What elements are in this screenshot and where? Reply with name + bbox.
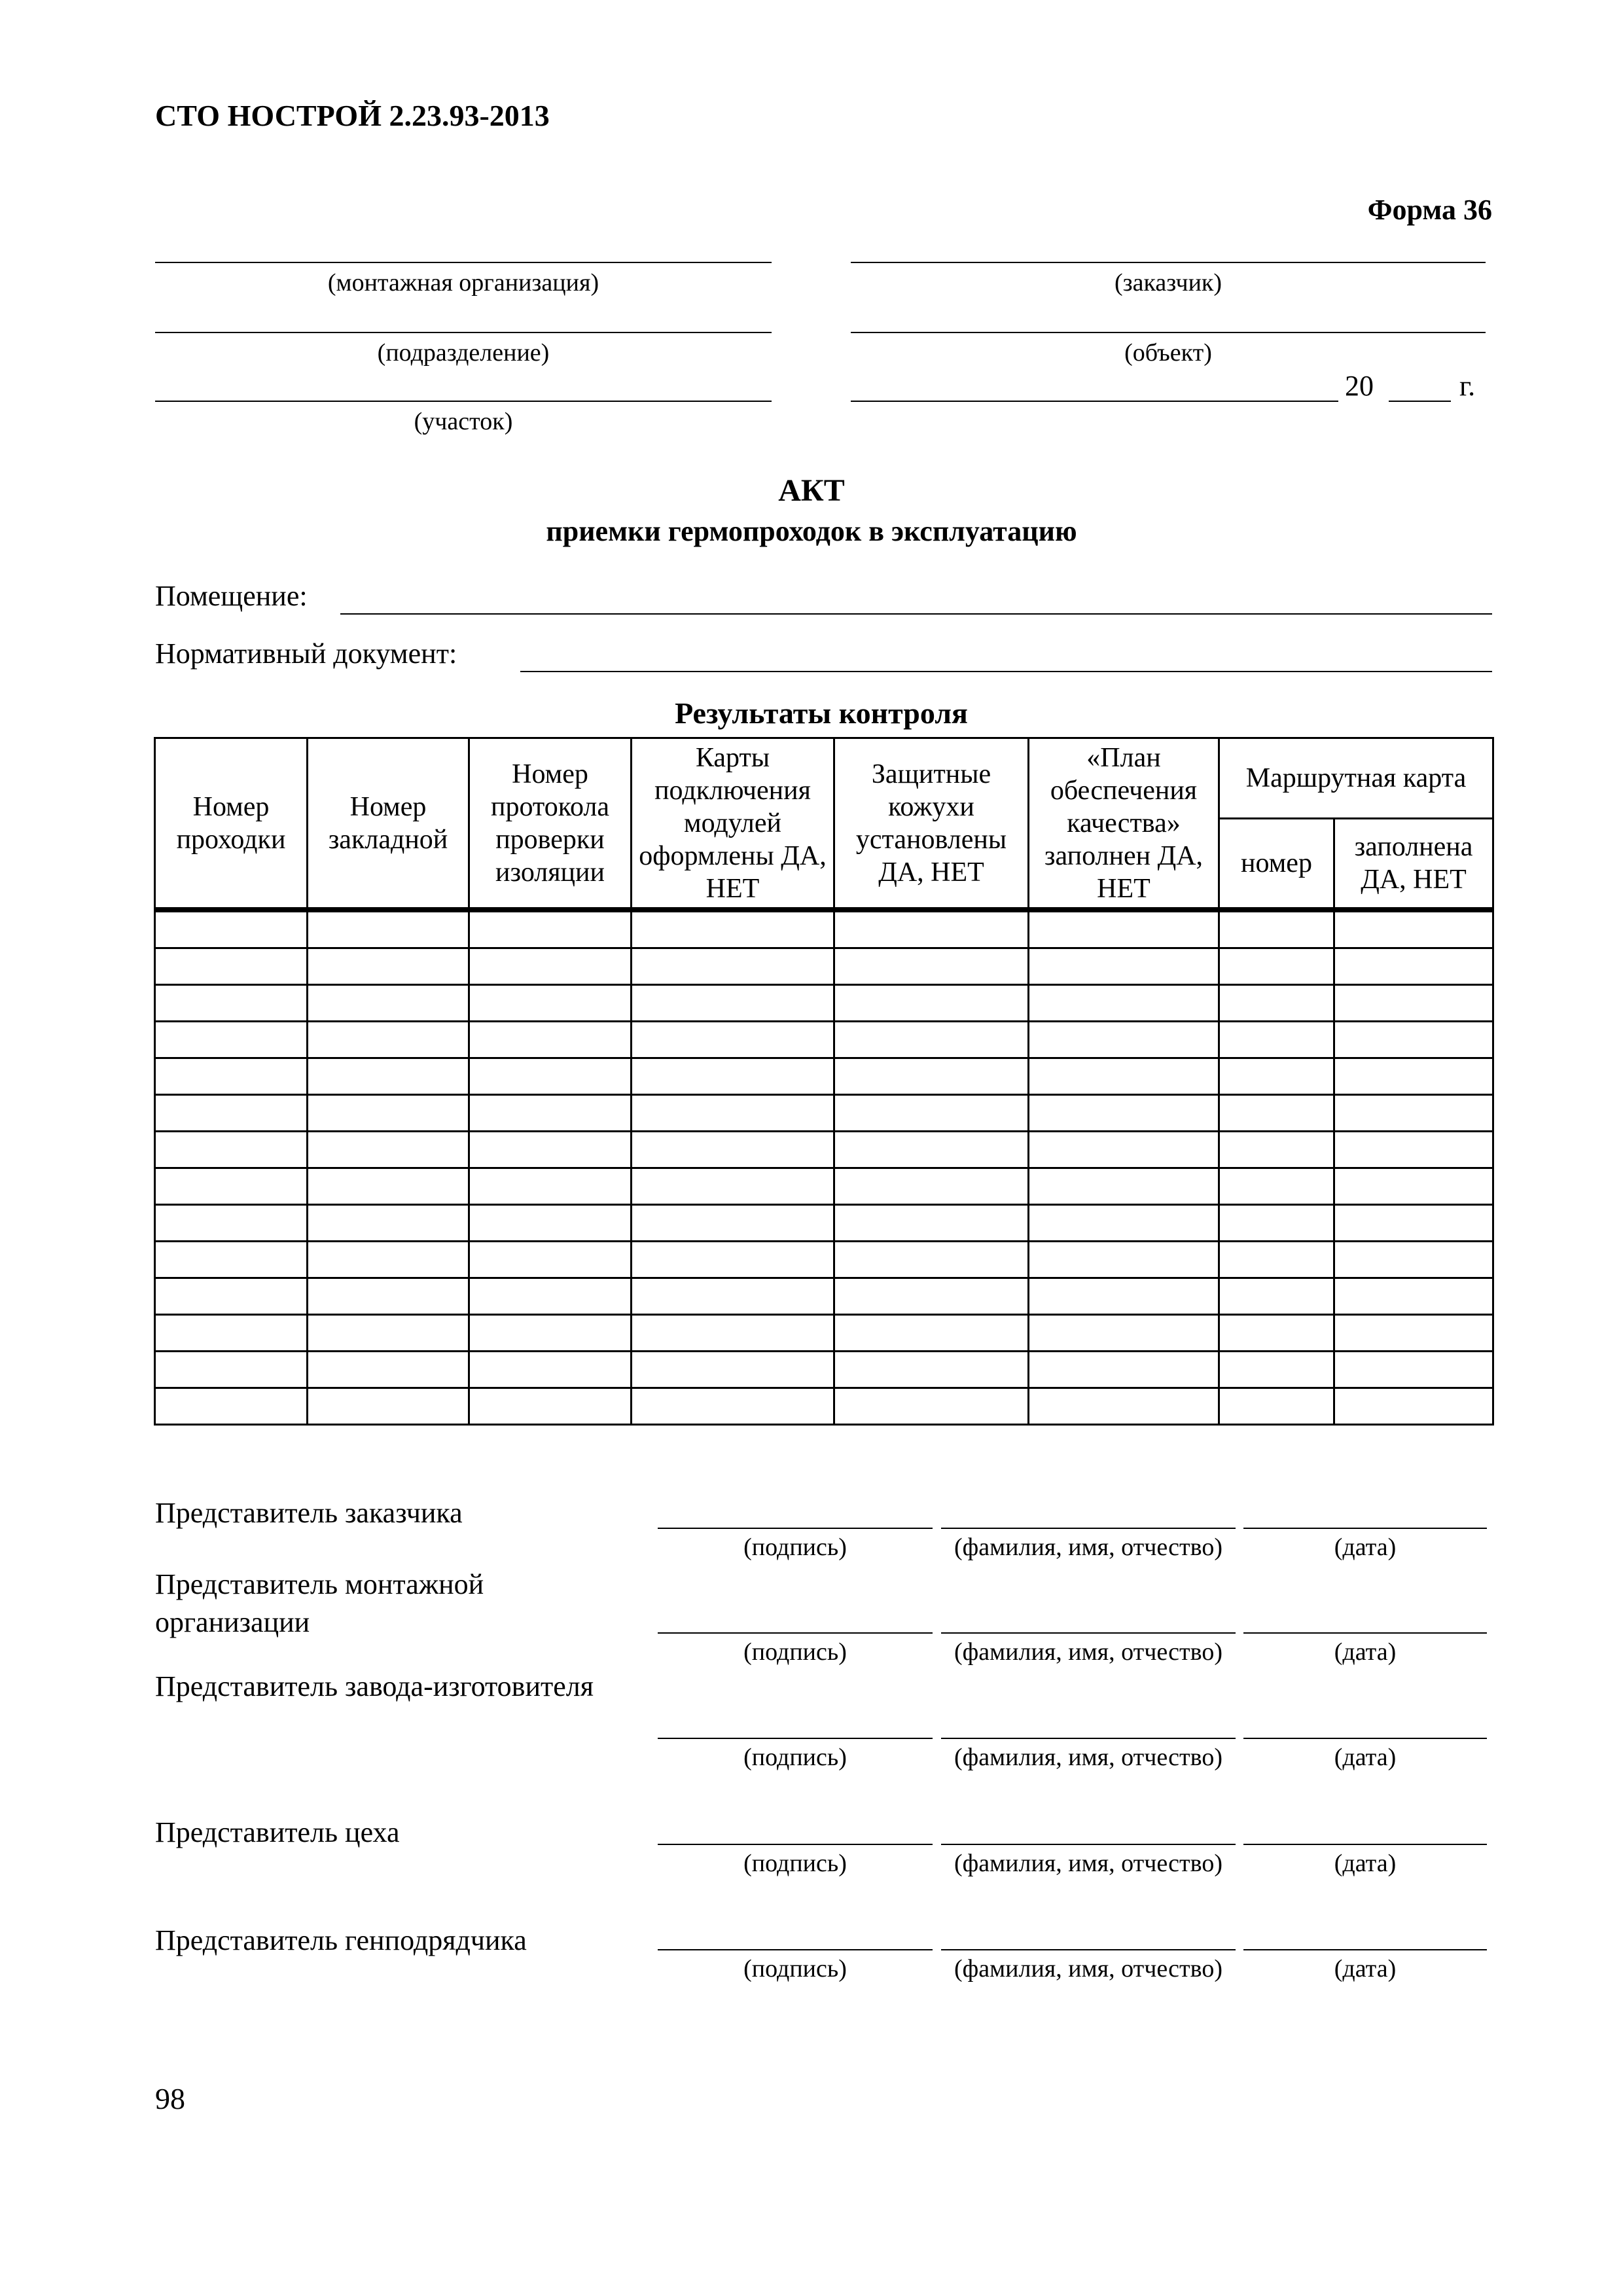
date-caption: (дата) — [1334, 1955, 1397, 1982]
table-cell[interactable] — [1219, 948, 1334, 985]
table-row — [155, 1278, 1493, 1315]
table-cell[interactable] — [308, 1022, 469, 1058]
table-row — [155, 1388, 1493, 1425]
table-cell[interactable] — [1334, 1205, 1493, 1242]
table-cell[interactable] — [155, 985, 308, 1022]
table-cell[interactable] — [1219, 985, 1334, 1022]
table-cell[interactable] — [1219, 1132, 1334, 1168]
signature-line[interactable] — [658, 1528, 933, 1529]
table-cell[interactable] — [1334, 948, 1493, 985]
table-cell[interactable] — [1029, 1315, 1219, 1352]
header-pass-number: Номер проходки — [155, 738, 308, 910]
table-cell[interactable] — [632, 1205, 834, 1242]
table-row — [155, 1058, 1493, 1095]
table-cell[interactable] — [834, 1352, 1029, 1388]
table-cell[interactable] — [834, 1315, 1029, 1352]
header-embed-number: Номер закладной — [308, 738, 469, 910]
table-cell[interactable] — [308, 1058, 469, 1095]
representative-label: Представитель монтажной организации — [155, 1568, 484, 1638]
table-cell[interactable] — [1029, 1132, 1219, 1168]
room-input-line[interactable] — [340, 613, 1492, 615]
table-cell[interactable] — [155, 1205, 308, 1242]
table-cell[interactable] — [632, 1058, 834, 1095]
table-cell[interactable] — [1029, 1388, 1219, 1425]
table-cell[interactable] — [834, 1168, 1029, 1205]
table-cell[interactable] — [469, 1278, 632, 1315]
name-line[interactable] — [941, 1738, 1236, 1739]
table-cell[interactable] — [1334, 1242, 1493, 1278]
table-cell[interactable] — [308, 1352, 469, 1388]
table-cell[interactable] — [1029, 1352, 1219, 1388]
table-cell[interactable] — [469, 1315, 632, 1352]
table-cell[interactable] — [155, 1168, 308, 1205]
table-cell[interactable] — [155, 1242, 308, 1278]
representative-label: Представитель цеха — [155, 1816, 400, 1848]
table-cell[interactable] — [308, 1242, 469, 1278]
table-cell[interactable] — [308, 1388, 469, 1425]
norm-doc-input-line[interactable] — [520, 671, 1492, 672]
table-cell[interactable] — [632, 1022, 834, 1058]
header-module-cards: Карты подключения модулей оформлены ДА, НЕТ — [632, 738, 834, 910]
table-cell[interactable] — [834, 1022, 1029, 1058]
table-cell[interactable] — [308, 1132, 469, 1168]
norm-doc-label: Нормативный документ: — [155, 637, 457, 670]
table-row — [155, 1205, 1493, 1242]
signature-caption: (подпись) — [743, 1955, 847, 1982]
table-cell[interactable] — [632, 1168, 834, 1205]
table-cell[interactable] — [1029, 1095, 1219, 1132]
signature-caption: (подпись) — [743, 1744, 847, 1771]
table-cell[interactable] — [1029, 1205, 1219, 1242]
table-row — [155, 1168, 1493, 1205]
table-cell[interactable] — [632, 1352, 834, 1388]
representative-label: Представитель завода-изготовителя — [155, 1670, 594, 1702]
table-cell[interactable] — [834, 1132, 1029, 1168]
table-cell[interactable] — [469, 910, 632, 948]
signature-line[interactable] — [658, 1844, 933, 1845]
table-cell[interactable] — [155, 1095, 308, 1132]
table-cell[interactable] — [1334, 985, 1493, 1022]
table-cell[interactable] — [308, 1095, 469, 1132]
table-cell[interactable] — [308, 1168, 469, 1205]
table-cell[interactable] — [469, 1388, 632, 1425]
date-year-line[interactable] — [1389, 401, 1451, 402]
header-quality-plan: «План обеспечения качества» заполнен ДА, НЕТ — [1029, 738, 1219, 910]
name-line[interactable] — [941, 1632, 1236, 1634]
object-caption: (объект) — [1124, 339, 1212, 367]
header-route-card: Маршрутная карта — [1219, 738, 1493, 819]
signature-line[interactable] — [658, 1632, 933, 1634]
table-cell[interactable] — [155, 1388, 308, 1425]
table-cell[interactable] — [1334, 1132, 1493, 1168]
table-cell[interactable] — [469, 1132, 632, 1168]
date-year-prefix: 20 — [1345, 370, 1374, 402]
name-caption: (фамилия, имя, отчество) — [954, 1638, 1222, 1666]
table-cell[interactable] — [632, 985, 834, 1022]
signature-line[interactable] — [658, 1949, 933, 1950]
table-cell[interactable] — [1334, 1095, 1493, 1132]
date-line[interactable] — [1243, 1949, 1487, 1950]
table-cell[interactable] — [155, 1315, 308, 1352]
table-cell[interactable] — [632, 910, 834, 948]
table-cell[interactable] — [1334, 1388, 1493, 1425]
table-row — [155, 1022, 1493, 1058]
table-cell[interactable] — [1219, 1388, 1334, 1425]
date-line[interactable] — [1243, 1632, 1487, 1634]
table-cell[interactable] — [469, 1242, 632, 1278]
name-line[interactable] — [941, 1949, 1236, 1950]
subdivision-line[interactable] — [155, 332, 772, 333]
table-cell[interactable] — [155, 1022, 308, 1058]
table-cell[interactable] — [632, 1315, 834, 1352]
representative-label: Представитель генподрядчика — [155, 1924, 527, 1956]
table-cell[interactable] — [632, 948, 834, 985]
table-cell[interactable] — [1029, 1242, 1219, 1278]
table-cell[interactable] — [1334, 910, 1493, 948]
table-cell[interactable] — [1219, 1022, 1334, 1058]
table-cell[interactable] — [1334, 1168, 1493, 1205]
table-cell[interactable] — [834, 1388, 1029, 1425]
table-cell[interactable] — [308, 1315, 469, 1352]
table-cell[interactable] — [155, 1132, 308, 1168]
table-cell[interactable] — [1219, 1205, 1334, 1242]
table-cell[interactable] — [308, 1205, 469, 1242]
table-cell[interactable] — [1029, 1278, 1219, 1315]
results-title: Результаты контроля — [675, 696, 968, 730]
table-cell[interactable] — [308, 948, 469, 985]
table-cell[interactable] — [1219, 1095, 1334, 1132]
page-number: 98 — [155, 2082, 185, 2115]
table-cell[interactable] — [1029, 1168, 1219, 1205]
signature-caption: (подпись) — [743, 1638, 847, 1666]
subdivision-caption: (подразделение) — [377, 339, 550, 367]
table-cell[interactable] — [1029, 985, 1219, 1022]
table-cell[interactable] — [155, 1278, 308, 1315]
date-caption: (дата) — [1334, 1534, 1397, 1561]
table-cell[interactable] — [469, 1058, 632, 1095]
representative-label: Представитель заказчика — [155, 1497, 463, 1529]
date-year-suffix: г. — [1459, 370, 1476, 402]
date-caption: (дата) — [1334, 1638, 1397, 1666]
table-cell[interactable] — [1219, 1278, 1334, 1315]
table-cell[interactable] — [1219, 1242, 1334, 1278]
table-cell[interactable] — [1219, 1058, 1334, 1095]
table-cell[interactable] — [1219, 1315, 1334, 1352]
table-cell[interactable] — [469, 1022, 632, 1058]
table-cell[interactable] — [632, 1095, 834, 1132]
name-caption: (фамилия, имя, отчество) — [954, 1744, 1222, 1771]
table-cell[interactable] — [834, 1278, 1029, 1315]
name-line[interactable] — [941, 1528, 1236, 1529]
header-route-card-filled: заполнена ДА, НЕТ — [1334, 819, 1493, 910]
date-caption: (дата) — [1334, 1744, 1397, 1771]
date-day-month-line[interactable] — [851, 401, 1338, 402]
table-cell[interactable] — [1029, 1058, 1219, 1095]
table-cell[interactable] — [1334, 1022, 1493, 1058]
installer-org-caption: (монтажная организация) — [327, 269, 599, 296]
table-cell[interactable] — [632, 1132, 834, 1168]
table-cell[interactable] — [308, 1278, 469, 1315]
table-cell[interactable] — [469, 1168, 632, 1205]
signature-caption: (подпись) — [743, 1850, 847, 1877]
table-cell[interactable] — [834, 1205, 1029, 1242]
table-cell[interactable] — [632, 1242, 834, 1278]
section-line[interactable] — [155, 401, 772, 402]
customer-caption: (заказчик) — [1114, 269, 1222, 296]
table-cell[interactable] — [834, 948, 1029, 985]
date-line[interactable] — [1243, 1844, 1487, 1845]
name-caption: (фамилия, имя, отчество) — [954, 1850, 1222, 1877]
name-caption: (фамилия, имя, отчество) — [954, 1534, 1222, 1561]
name-line[interactable] — [941, 1844, 1236, 1845]
table-cell[interactable] — [308, 985, 469, 1022]
table-cell[interactable] — [1219, 1168, 1334, 1205]
room-label: Помещение: — [155, 580, 308, 612]
header-protective-covers: Защитные кожухи установлены ДА, НЕТ — [834, 738, 1029, 910]
signature-line[interactable] — [658, 1738, 933, 1739]
act-subtitle: приемки гермопроходок в эксплуатацию — [546, 515, 1077, 547]
table-cell[interactable] — [155, 1352, 308, 1388]
table-cell[interactable] — [1334, 1278, 1493, 1315]
customer-line[interactable] — [851, 262, 1486, 263]
table-cell[interactable] — [834, 1058, 1029, 1095]
table-cell[interactable] — [632, 1388, 834, 1425]
table-cell[interactable] — [469, 985, 632, 1022]
table-cell[interactable] — [632, 1278, 834, 1315]
table-cell[interactable] — [1219, 910, 1334, 948]
table-row — [155, 1132, 1493, 1168]
table-cell[interactable] — [834, 985, 1029, 1022]
act-title: АКТ — [778, 473, 845, 508]
table-cell[interactable] — [1219, 1352, 1334, 1388]
table-cell[interactable] — [469, 1205, 632, 1242]
document-code: СТО НОСТРОЙ 2.23.93-2013 — [155, 99, 550, 132]
table-cell[interactable] — [1334, 1352, 1493, 1388]
table-row — [155, 1352, 1493, 1388]
form-number: Форма 36 — [1367, 194, 1492, 226]
table-row — [155, 985, 1493, 1022]
table-row — [155, 1242, 1493, 1278]
table-row — [155, 948, 1493, 985]
date-line[interactable] — [1243, 1738, 1487, 1739]
table-cell[interactable] — [469, 1352, 632, 1388]
table-cell[interactable] — [834, 910, 1029, 948]
table-cell[interactable] — [155, 948, 308, 985]
table-row — [155, 1315, 1493, 1352]
table-cell[interactable] — [1029, 948, 1219, 985]
header-insulation-protocol: Номер протокола проверки изоляции — [469, 738, 632, 910]
installer-org-line[interactable] — [155, 262, 772, 263]
table-cell[interactable] — [469, 948, 632, 985]
table-row — [155, 910, 1493, 948]
header-route-card-number: номер — [1219, 819, 1334, 910]
table-row — [155, 1095, 1493, 1132]
table-cell[interactable] — [834, 1242, 1029, 1278]
date-line[interactable] — [1243, 1528, 1487, 1529]
table-cell[interactable] — [1334, 1058, 1493, 1095]
section-caption: (участок) — [414, 408, 513, 435]
table-cell[interactable] — [308, 910, 469, 948]
results-table-body — [155, 910, 1493, 1425]
table-cell[interactable] — [1334, 1315, 1493, 1352]
signature-caption: (подпись) — [743, 1534, 847, 1561]
table-cell[interactable] — [1029, 1022, 1219, 1058]
date-caption: (дата) — [1334, 1850, 1397, 1877]
results-table — [154, 737, 1494, 1426]
object-line[interactable] — [851, 332, 1486, 333]
table-cell[interactable] — [155, 1058, 308, 1095]
table-cell[interactable] — [1029, 910, 1219, 948]
name-caption: (фамилия, имя, отчество) — [954, 1955, 1222, 1982]
table-cell[interactable] — [834, 1095, 1029, 1132]
table-cell[interactable] — [155, 910, 308, 948]
table-cell[interactable] — [469, 1095, 632, 1132]
